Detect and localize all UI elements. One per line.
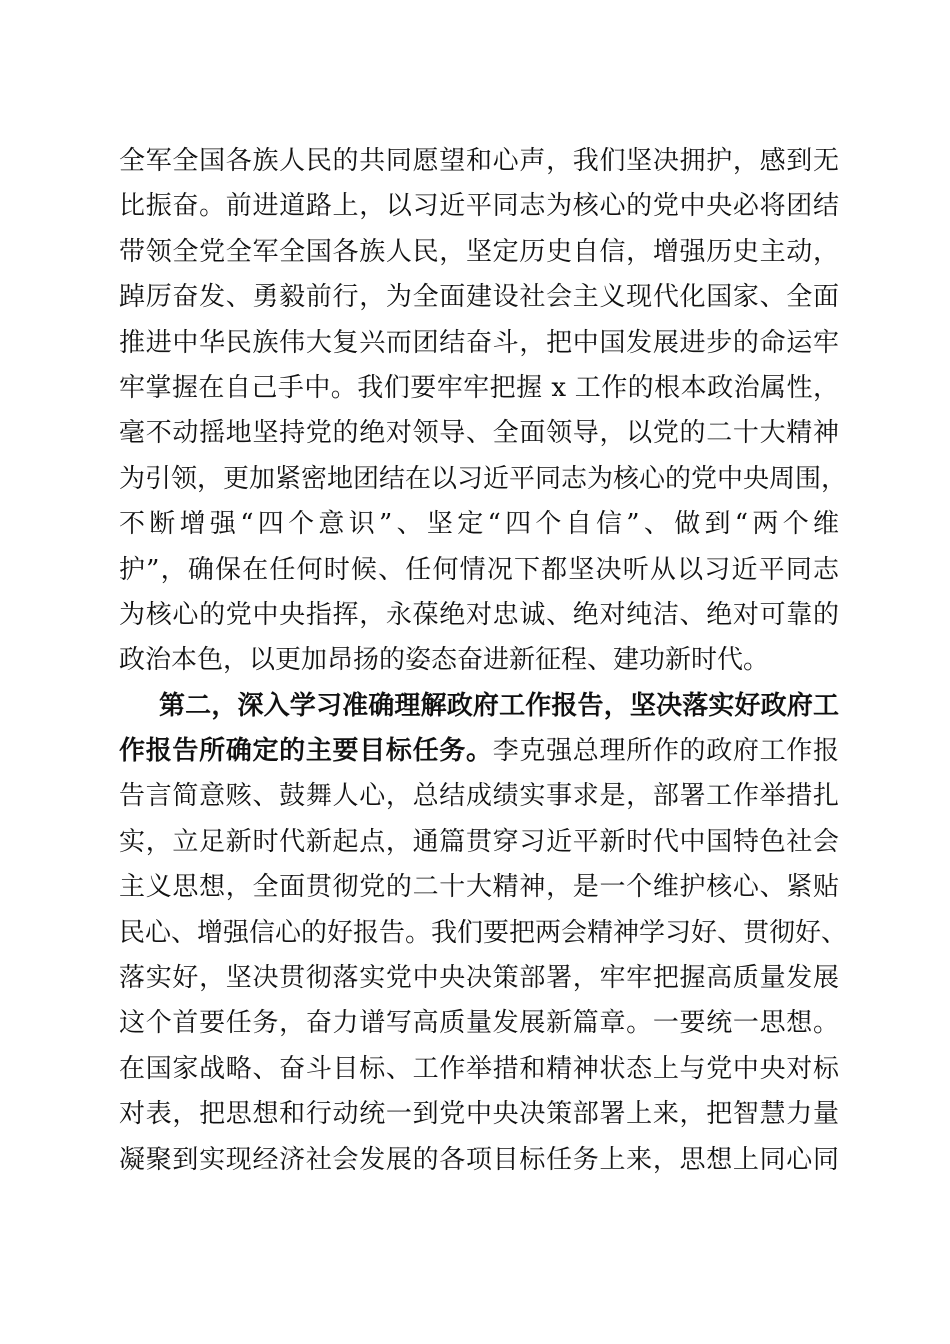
text-line: 毫不动摇地坚持党的绝对领导、全面领导，以党的二十大精神 [119,418,839,449]
text-line: 这个首要任务，奋力谱写高质量发展新篇章。一要统一思想。 [119,1008,839,1039]
text-line: 民心、增强信心的好报告。我们要把两会精神学习好、贯彻好、 [119,917,848,948]
text-line: 对表，把思想和行动统一到党中央决策部署上来，把智慧力量 [119,1099,839,1130]
text-line: 政治本色，以更加昂扬的姿态奋进新征程、建功新时代。 [119,645,770,676]
text-line: 不断增强“四个意识”、坚定“四个自信”、做到“两个维 [119,509,839,540]
text-line: 落实好，坚决贯彻落实党中央决策部署，牢牢把握高质量发展 [119,963,839,994]
text-line: 主义思想，全面贯彻党的二十大精神，是一个维护核心、紧贴 [119,872,839,903]
body-text [119,139,848,1183]
text-line: 带领全党全军全国各族人民，坚定历史自信，增强历史主动， [119,236,839,267]
text-line: 比振奋。前进道路上，以习近平同志为核心的党中央必将团结 [119,191,839,222]
section-heading-end: 作报告所确定的主要目标任务。 [119,736,493,767]
section-heading-line: 第二，深入学习准确理解政府工作报告，坚决落实好政府工 [159,690,839,721]
text-line: 全军全国各族人民的共同愿望和心声，我们坚决拥护，感到无 [119,146,839,176]
text-line: 为核心的党中央指挥，永葆绝对忠诚、绝对纯洁、绝对可靠的 [119,599,839,630]
mixed-text-line [119,729,839,774]
text-line: 踔厉奋发、勇毅前行，为全面建设社会主义现代化国家、全面 [119,282,839,313]
text-line: 护”，确保在任何时候、任何情况下都坚决听从以习近平同志 [119,554,839,585]
text-line: 凝聚到实现经济社会发展的各项目标任务上来，思想上同心同 [119,1144,839,1175]
text-line: 为引领，更加紧密地团结在以习近平同志为核心的党中央周围， [119,463,848,494]
text-line: 实，立足新时代新起点，通篇贯穿习近平新时代中国特色社会 [119,826,839,857]
text-line: 在国家战略、奋斗目标、工作举措和精神状态上与党中央对标 [119,1053,839,1084]
text-line: 告言简意赅、鼓舞人心，总结成绩实事求是，部署工作举措扎 [119,781,839,812]
text-line: 推进中华民族伟大复兴而团结奋斗，把中国发展进步的命运牢 [119,327,839,358]
text-run: 李克强总理所作的政府工作报 [492,736,839,767]
text-line: 牢掌握在自己手中。我们要牢牢把握 x 工作的根本政治属性， [119,372,839,403]
